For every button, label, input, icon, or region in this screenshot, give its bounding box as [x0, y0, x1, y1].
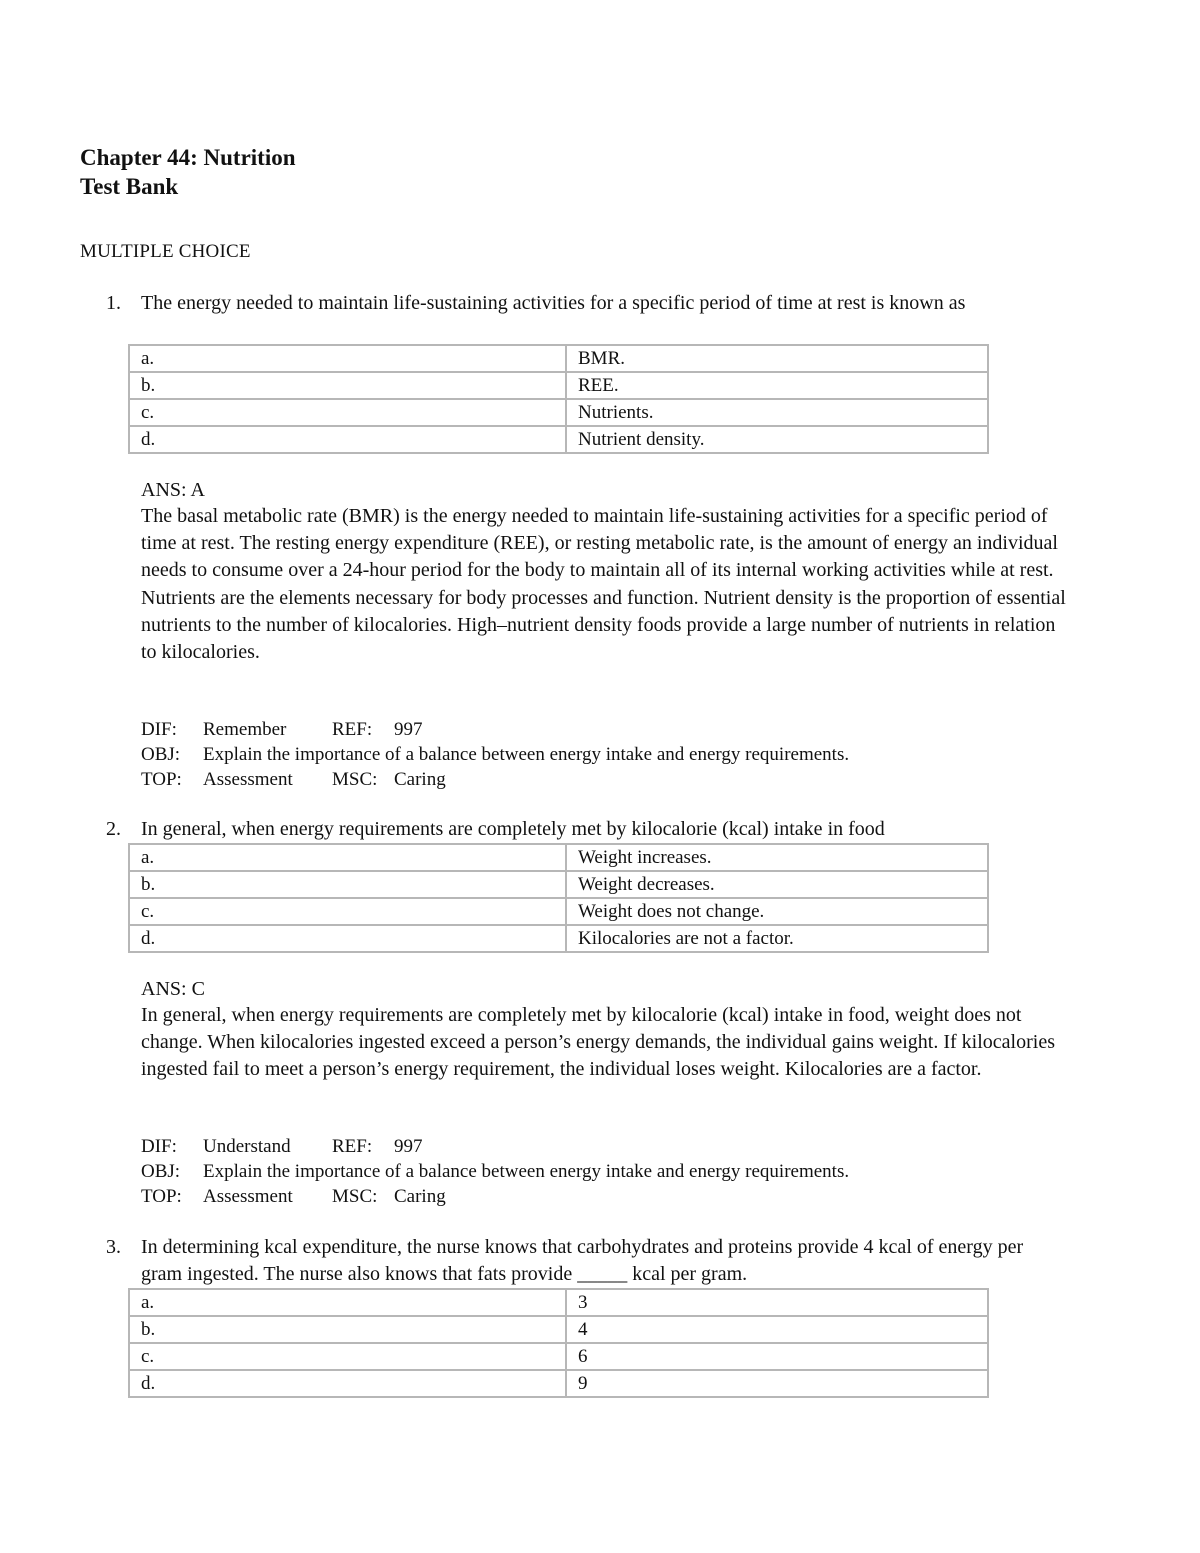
option-letter: d. — [129, 426, 566, 453]
msc-value: Caring — [394, 1186, 446, 1207]
option-letter: d. — [129, 925, 566, 952]
option-row — [129, 871, 988, 898]
difficulty: Understand — [203, 1136, 291, 1157]
option-row — [129, 1343, 988, 1370]
obj-label: OBJ: — [141, 744, 181, 765]
question-number: 3. — [106, 1236, 121, 1258]
option-row — [129, 345, 988, 372]
question-metadata — [141, 717, 1071, 792]
document-title — [80, 143, 296, 201]
option-text: Nutrient density. — [566, 426, 988, 453]
option-text: 6 — [566, 1343, 988, 1370]
chapter-title: Chapter 44: Nutrition — [80, 145, 296, 170]
option-letter: b. — [129, 1316, 566, 1343]
answer-key: ANS: A — [141, 479, 205, 501]
question-number: 1. — [106, 292, 121, 314]
obj-label: OBJ: — [141, 1161, 181, 1182]
question-metadata — [141, 1134, 1071, 1209]
ref-label: REF: — [332, 1136, 373, 1157]
reference-page: 997 — [394, 719, 423, 740]
option-text: Kilocalories are not a factor. — [566, 925, 988, 952]
option-row — [129, 1370, 988, 1397]
options-table — [128, 344, 989, 454]
options-table — [128, 1288, 989, 1398]
option-text: Weight decreases. — [566, 871, 988, 898]
question-stem: The energy needed to maintain life-sustaining activities for a specific period of time at rest is known as — [141, 292, 966, 314]
option-text: 3 — [566, 1289, 988, 1316]
option-text: BMR. — [566, 345, 988, 372]
options-table — [128, 843, 989, 953]
subtitle: Test Bank — [80, 174, 179, 199]
option-text: Weight increases. — [566, 844, 988, 871]
option-text: Nutrients. — [566, 399, 988, 426]
question-stem: In determining kcal expenditure, the nurse knows that carbohydrates and proteins provide 4 kcal of energy per gram ingested. The nurse also knows that fats provide _____ kcal per gram. — [141, 1236, 1024, 1285]
ref-label: REF: — [332, 719, 373, 740]
msc-label: MSC: — [332, 1186, 378, 1207]
option-row — [129, 1289, 988, 1316]
top-label: TOP: — [141, 1186, 182, 1207]
reference-page: 997 — [394, 1136, 423, 1157]
option-text: 4 — [566, 1316, 988, 1343]
difficulty: Remember — [203, 719, 287, 740]
option-row — [129, 399, 988, 426]
option-letter: d. — [129, 1370, 566, 1397]
section-heading: MULTIPLE CHOICE — [80, 241, 251, 262]
option-letter: c. — [129, 399, 566, 426]
answer-key: ANS: C — [141, 978, 205, 1000]
objective: Explain the importance of a balance between energy intake and energy requirements. — [203, 744, 850, 765]
option-letter: a. — [129, 345, 566, 372]
option-text: Weight does not change. — [566, 898, 988, 925]
top-label: TOP: — [141, 769, 182, 790]
option-row — [129, 898, 988, 925]
option-row — [129, 925, 988, 952]
option-text: 9 — [566, 1370, 988, 1397]
option-row — [129, 372, 988, 399]
option-letter: b. — [129, 871, 566, 898]
msc-label: MSC: — [332, 769, 378, 790]
question-stem: In general, when energy requirements are completely met by kilocalorie (kcal) intake in food — [141, 818, 885, 840]
dif-label: DIF: — [141, 719, 177, 740]
topic: Assessment — [203, 769, 293, 790]
option-letter: a. — [129, 1289, 566, 1316]
option-text: REE. — [566, 372, 988, 399]
option-letter: c. — [129, 898, 566, 925]
option-letter: b. — [129, 372, 566, 399]
question-number: 2. — [106, 818, 121, 840]
rationale: The basal metabolic rate (BMR) is the energy needed to maintain life-sustaining activities for a specific period of time at rest. The resting energy expenditure (REE), or resting metabolic rate, is the amount of energy an individual needs to consume over a 24-hour period for the body to maintain all of its internal working activities while at rest. Nutrients are the elements necessary for body processes and function. Nutrient density is the proportion of essential nutrients to the number of kilocalories. High–nutrient density foods provide a large number of nutrients in relation to kilocalories. — [141, 505, 1066, 664]
msc-value: Caring — [394, 769, 446, 790]
topic: Assessment — [203, 1186, 293, 1207]
option-row — [129, 426, 988, 453]
dif-label: DIF: — [141, 1136, 177, 1157]
objective: Explain the importance of a balance between energy intake and energy requirements. — [203, 1161, 850, 1182]
option-row — [129, 844, 988, 871]
option-row — [129, 1316, 988, 1343]
rationale: In general, when energy requirements are completely met by kilocalorie (kcal) intake in food, weight does not change. When kilocalories ingested exceed a person’s energy demands, the individual gains weight. If kilocalories ingested fail to meet a person’s energy requirement, the individual loses weight. Kilocalories are a factor. — [141, 1004, 1055, 1081]
option-letter: a. — [129, 844, 566, 871]
option-letter: c. — [129, 1343, 566, 1370]
